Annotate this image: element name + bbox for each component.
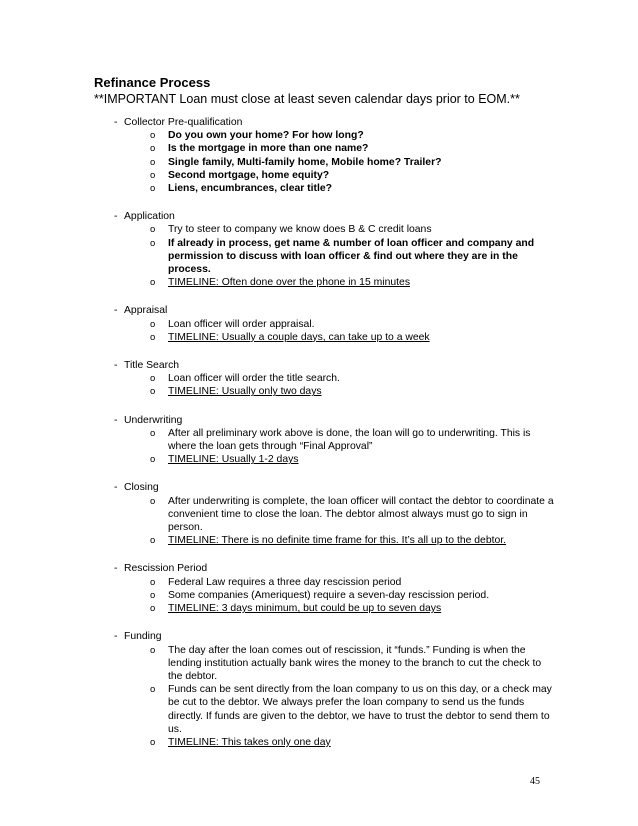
list-item: [94, 223, 554, 236]
list-item: [94, 142, 554, 155]
section-heading-text: Title Search: [124, 360, 180, 372]
section-application: [94, 210, 554, 289]
bullet-marker: o: [150, 603, 156, 615]
bullet-marker: o: [150, 386, 156, 398]
section-heading-text: Rescission Period: [124, 563, 208, 575]
section-heading-text: Application: [124, 211, 175, 223]
section-heading: [94, 562, 554, 575]
list-item: [94, 331, 554, 344]
list-item: [94, 318, 554, 331]
bullet-marker: o: [150, 576, 156, 588]
timeline-text: TIMELINE: Usually only two days: [168, 386, 322, 398]
document-title: Refinance Process: [94, 75, 211, 90]
dash-marker: -: [114, 482, 118, 494]
dash-marker: -: [114, 360, 118, 372]
item-text: If already in process, get name & number of loan officer and company and permission to discuss with loan officer & find out where they are in the process.: [168, 237, 535, 276]
dash-marker: -: [114, 117, 118, 128]
bullet-marker: o: [150, 589, 156, 601]
section-heading-text: Funding: [124, 631, 162, 643]
list-item: [94, 534, 554, 547]
list-item: [94, 372, 554, 385]
list-item: [94, 156, 554, 169]
bullet-marker: o: [150, 169, 156, 181]
section-heading: [94, 414, 554, 427]
section-heading: [94, 630, 554, 643]
section-heading-text: Underwriting: [124, 414, 183, 426]
dash-marker: -: [114, 211, 118, 223]
section-heading: [94, 359, 554, 372]
list-item: [94, 276, 554, 289]
item-text: After underwriting is complete, the loan officer will contact the debtor to coordinate a convenient time to close the loan. The debtor almost always must go to sign in person.: [168, 495, 554, 534]
item-text: Loan officer will order the title search.: [168, 373, 340, 385]
list-item: [94, 182, 554, 195]
list-item: [94, 427, 554, 453]
timeline-text: TIMELINE: Usually a couple days, can take up to a week: [168, 331, 430, 343]
timeline-text: TIMELINE: Often done over the phone in 15 minutes: [168, 277, 411, 289]
timeline-text: TIMELINE: There is no definite time frame for this. It’s all up to the debtor.: [168, 535, 507, 547]
bullet-marker: o: [150, 130, 156, 142]
bullet-marker: o: [150, 331, 156, 343]
item-text: After all preliminary work above is done, the loan will go to underwriting. This is where the loan gets through “Final Approval”: [168, 427, 531, 453]
item-text: Liens, encumbrances, clear title?: [168, 183, 333, 195]
list-item: [94, 169, 554, 182]
bullet-marker: o: [150, 535, 156, 547]
item-text: Funds can be sent directly from the loan company to us on this day, or a check may be cut to the debtor. We always prefer the loan company to send us the funds directly. If funds are given to the debtor, we have to trust the debtor to send them to us.: [168, 684, 552, 735]
item-text: Some companies (Ameriquest) require a seven-day rescission period.: [168, 589, 490, 601]
bullet-marker: o: [150, 237, 156, 249]
bullet-marker: o: [150, 318, 156, 330]
section-collector-pre-qualification: [94, 116, 554, 195]
timeline-text: TIMELINE: Usually 1-2 days: [168, 454, 299, 466]
item-text: Loan officer will order appraisal.: [168, 318, 315, 330]
bullet-marker: o: [150, 454, 156, 466]
process-outline: [94, 116, 554, 764]
list-item: [94, 602, 554, 615]
dash-marker: -: [114, 631, 118, 643]
bullet-marker: o: [150, 143, 156, 155]
bullet-marker: o: [150, 495, 156, 507]
list-item: [94, 237, 554, 277]
bullet-marker: o: [150, 427, 156, 439]
section-heading-text: Appraisal: [124, 305, 168, 317]
section-underwriting: [94, 414, 554, 467]
list-item: [94, 495, 554, 535]
item-text: The day after the loan comes out of rescission, it “funds.” Funding is when the lending institution actually bank wires the money to the branch to cut the check to the debtor.: [168, 644, 542, 682]
bullet-marker: o: [150, 224, 156, 236]
list-item: [94, 736, 554, 749]
bullet-marker: o: [150, 373, 156, 385]
item-text: Do you own your home? For how long?: [168, 130, 364, 142]
section-appraisal: [94, 304, 554, 344]
section-heading: [94, 481, 554, 494]
page-number: 45: [530, 776, 540, 787]
section-heading-text: Closing: [124, 482, 159, 494]
list-item: [94, 385, 554, 398]
item-text: Second mortgage, home equity?: [168, 169, 330, 181]
item-text: Federal Law requires a three day rescission period: [168, 576, 402, 588]
item-text: Single family, Multi-family home, Mobile home? Trailer?: [168, 156, 442, 168]
list-item: [94, 589, 554, 602]
dash-marker: -: [114, 563, 118, 575]
bullet-marker: o: [150, 277, 156, 289]
section-closing: [94, 481, 554, 547]
list-item: [94, 576, 554, 589]
bullet-marker: o: [150, 644, 156, 656]
bullet-marker: o: [150, 736, 156, 748]
list-item: [94, 129, 554, 142]
section-rescission-period: [94, 562, 554, 615]
list-item: [94, 683, 554, 736]
section-funding: [94, 630, 554, 749]
section-heading: [94, 210, 554, 223]
list-item: [94, 644, 554, 684]
item-text: Try to steer to company we know does B & C credit loans: [168, 224, 432, 236]
section-title-search: [94, 359, 554, 399]
section-heading: [94, 116, 554, 129]
dash-marker: -: [114, 305, 118, 317]
dash-marker: -: [114, 414, 118, 426]
bullet-marker: o: [150, 183, 156, 195]
list-item: [94, 453, 554, 466]
timeline-text: TIMELINE: This takes only one day: [168, 736, 331, 748]
timeline-text: TIMELINE: 3 days minimum, but could be up to seven days: [168, 603, 442, 615]
section-heading-text: Collector Pre-qualification: [124, 117, 243, 128]
item-text: Is the mortgage in more than one name?: [168, 143, 369, 155]
bullet-marker: o: [150, 684, 156, 696]
important-note: **IMPORTANT Loan must close at least seven calendar days prior to EOM.**: [94, 92, 520, 106]
bullet-marker: o: [150, 156, 156, 168]
section-heading: [94, 304, 554, 317]
